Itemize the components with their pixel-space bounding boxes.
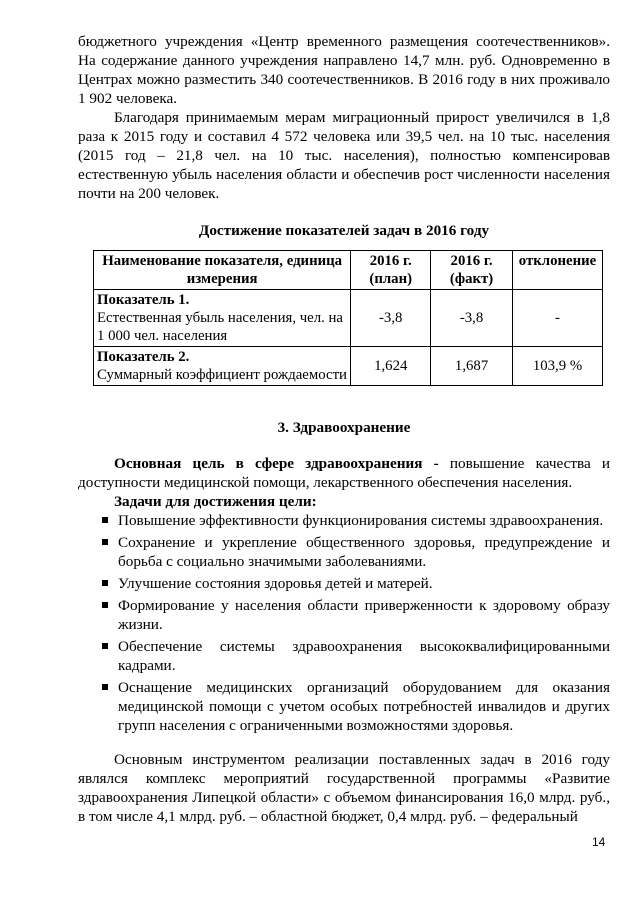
page-number: 14: [592, 835, 606, 849]
tasks-list: [78, 511, 610, 735]
indicators-table: [93, 250, 603, 386]
indicator-cell: [94, 347, 351, 386]
bullet-icon: [102, 643, 108, 649]
intro-paragraph-2: Благодаря принимаемым мерам миграционный прирост увеличился в 1,8 раза к 2015 году и составил 4 572 человека или 39,5 чел. на 10 тыс. населения (2015 год – 21,8 чел. на 10 тыс. населения), полностью компенсировав естественную убыль населения области и обеспечив рост численности населения почти на 200 человек.: [78, 109, 610, 202]
task-text: Сохранение и укрепление общественного здоровья, предупреждение и борьба с социально значимыми заболеваниями.: [118, 534, 610, 570]
table-title: Достижение показателей задач в 2016 году: [198, 222, 490, 239]
goal-label: Основная цель в сфере здравоохранения -: [114, 455, 439, 472]
header-plan: 2016 г. (план): [351, 251, 431, 290]
deviation-cell: -: [513, 290, 603, 347]
task-text: Оснащение медицинских организаций оборудованием для оказания медицинской помощи с учетом особых потребностей инвалидов и других групп населения с ограниченными возможностями здоровья.: [118, 679, 610, 734]
bullet-icon: [102, 517, 108, 523]
goal-text: повышение качества и доступности медицинской помощи, лекарственного обеспечения населения.: [78, 455, 610, 491]
indicator-description: Естественная убыль населения, чел. на 1 000 чел. населения: [97, 310, 343, 344]
list-item: [78, 511, 610, 530]
indicator-title: Показатель 2.: [97, 349, 190, 365]
section-heading: 3. Здравоохранение: [277, 419, 411, 436]
task-text: Формирование у населения области приверженности к здоровому образу жизни.: [118, 597, 610, 633]
list-item: [78, 596, 610, 634]
indicator-description: Суммарный коэффициент рождаемости: [97, 367, 347, 383]
table-row: [94, 347, 603, 386]
intro-paragraph-1: бюджетного учреждения «Центр временного размещения соотечественников». На содержание данного учреждения направлено 14,7 млн. руб. Одновременно в Центрах можно разместить 340 соотечественников. В 2016 году в них проживало 1 902 человека.: [78, 33, 610, 107]
list-item: [78, 637, 610, 675]
header-fact: 2016 г. (факт): [431, 251, 513, 290]
table-header-row: [94, 251, 603, 290]
goal-paragraph: [78, 454, 610, 492]
bullet-icon: [102, 602, 108, 608]
header-deviation: отклонение: [513, 251, 603, 290]
fact-cell: 1,687: [431, 347, 513, 386]
indicator-title: Показатель 1.: [97, 292, 190, 308]
fact-cell: -3,8: [431, 290, 513, 347]
bullet-icon: [102, 684, 108, 690]
task-text: Повышение эффективности функционирования системы здравоохранения.: [118, 512, 604, 529]
final-paragraph: Основным инструментом реализации поставленных задач в 2016 году являлся комплекс мероприятий государственной программы «Развитие здравоохранения Липецкой области» с объемом финансирования 16,0 млрд. руб., в том числе 4,1 млрд. руб. – областной бюджет, 0,4 млрд. руб. – федеральный: [78, 751, 610, 825]
plan-cell: -3,8: [351, 290, 431, 347]
indicator-cell: [94, 290, 351, 347]
task-text: Обеспечение системы здравоохранения высококвалифицированными кадрами.: [118, 638, 610, 674]
document-page: [78, 32, 610, 826]
task-text: Улучшение состояния здоровья детей и матерей.: [118, 575, 433, 592]
list-item: [78, 678, 610, 735]
plan-cell: 1,624: [351, 347, 431, 386]
list-item: [78, 574, 610, 593]
bullet-icon: [102, 539, 108, 545]
bullet-icon: [102, 580, 108, 586]
header-name: Наименование показателя, единица измерения: [94, 251, 351, 290]
table-row: [94, 290, 603, 347]
deviation-cell: 103,9 %: [513, 347, 603, 386]
tasks-label: Задачи для достижения цели:: [114, 493, 317, 510]
list-item: [78, 533, 610, 571]
